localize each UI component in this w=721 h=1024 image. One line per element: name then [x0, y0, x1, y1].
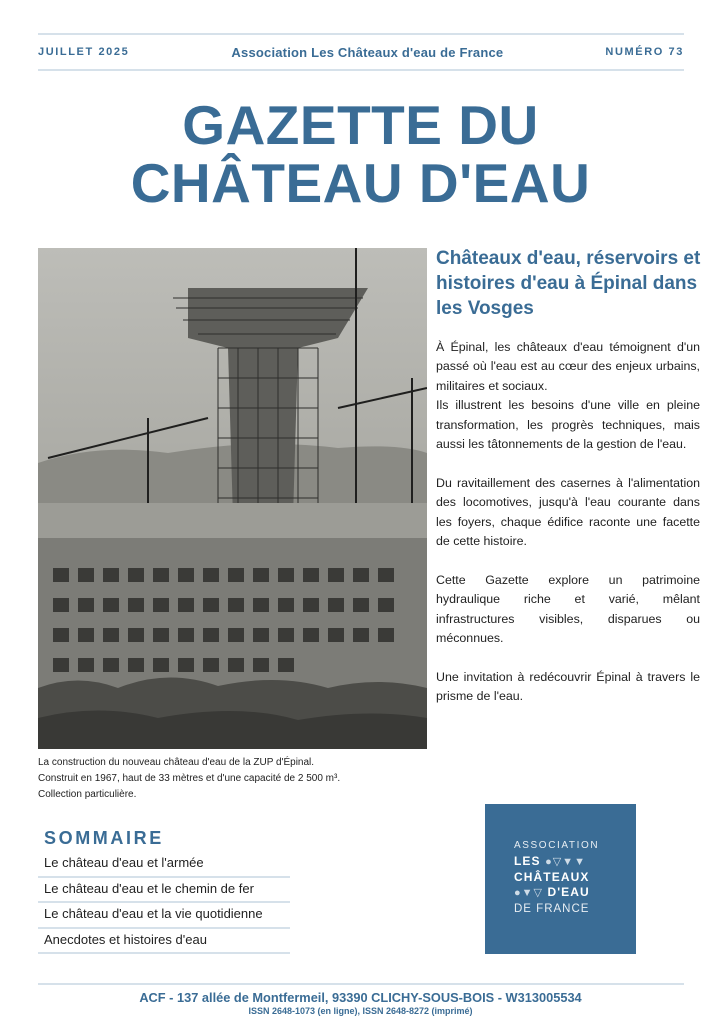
logo-line: CHÂTEAUX	[514, 870, 590, 884]
caption-line: Collection particulière.	[38, 789, 137, 800]
logo-line: LES ●▽▼▼	[514, 854, 586, 868]
title-line-2: CHÂTEAU D'EAU	[130, 152, 591, 214]
article-paragraph: Du ravitaillement des casernes à l'alimentation des locomotives, jusqu'à l'eau courante dans les foyers, chaque édifice raconte une facette de cette histoire.	[436, 475, 700, 549]
article-paragraph: Ils illustrent les besoins d'une ville en pleine transformation, les progrès techniques, mais aussi les tâtonnements de la gestion de l'eau.	[436, 398, 700, 452]
article-paragraph: Cette Gazette explore un patrimoine hydraulique riche et varié, mêlant infrastructures visibles, disparues ou méconnues.	[436, 572, 700, 646]
association-logo	[485, 804, 636, 954]
logo-line: ●▼▽ D'EAU	[514, 885, 590, 899]
sommaire-heading: SOMMAIRE	[44, 828, 164, 848]
water-tower-icons: ●▼▽	[514, 887, 543, 899]
masthead-bar	[38, 40, 684, 64]
caption-line: La construction du nouveau château d'eau de la ZUP d'Épinal.	[38, 757, 315, 768]
article-body	[436, 338, 700, 726]
photo-caption	[38, 755, 438, 803]
title-line-1: GAZETTE DU	[182, 94, 539, 156]
construction-photo	[38, 248, 427, 749]
footer-issn: ISSN 2648-1073 (en ligne), ISSN 2648-8272 (imprimé)	[248, 1006, 473, 1016]
article-headline: Châteaux d'eau, réservoirs et histoires d'eau à Épinal dans les Vosges	[436, 248, 701, 319]
table-of-contents	[38, 852, 290, 954]
top-rule-lower	[38, 69, 684, 71]
gazette-title	[0, 96, 721, 212]
toc-item[interactable]: Le château d'eau et la vie quotidienne	[38, 903, 290, 929]
water-tower-icons: ●▽▼▼	[545, 856, 586, 868]
footer-rule	[38, 983, 684, 985]
logo-line: DE FRANCE	[514, 903, 590, 915]
top-rule-upper	[38, 33, 684, 35]
logo-line: ASSOCIATION	[514, 840, 600, 851]
issue-number: NUMÉRO 73	[605, 46, 684, 58]
issue-date: JUILLET 2025	[38, 46, 130, 58]
article-paragraph: Une invitation à redécouvrir Épinal à travers le prisme de l'eau.	[436, 669, 700, 704]
caption-line: Construit en 1967, haut de 33 mètres et d'une capacité de 2 500 m³.	[38, 773, 341, 784]
water-tower-construction-image	[38, 248, 427, 749]
toc-item[interactable]: Le château d'eau et l'armée	[38, 852, 290, 878]
toc-item[interactable]: Anecdotes et histoires d'eau	[38, 929, 290, 955]
association-name: Association Les Châteaux d'eau de France	[231, 44, 504, 60]
toc-item[interactable]: Le château d'eau et le chemin de fer	[38, 878, 290, 904]
footer-address: ACF - 137 allée de Montfermeil, 93390 CLICHY-SOUS-BOIS - W313005534	[139, 990, 582, 1005]
article-paragraph: À Épinal, les châteaux d'eau témoignent d'un passé où l'eau est au cœur des enjeux urbains, militaires et sociaux.	[436, 340, 700, 393]
